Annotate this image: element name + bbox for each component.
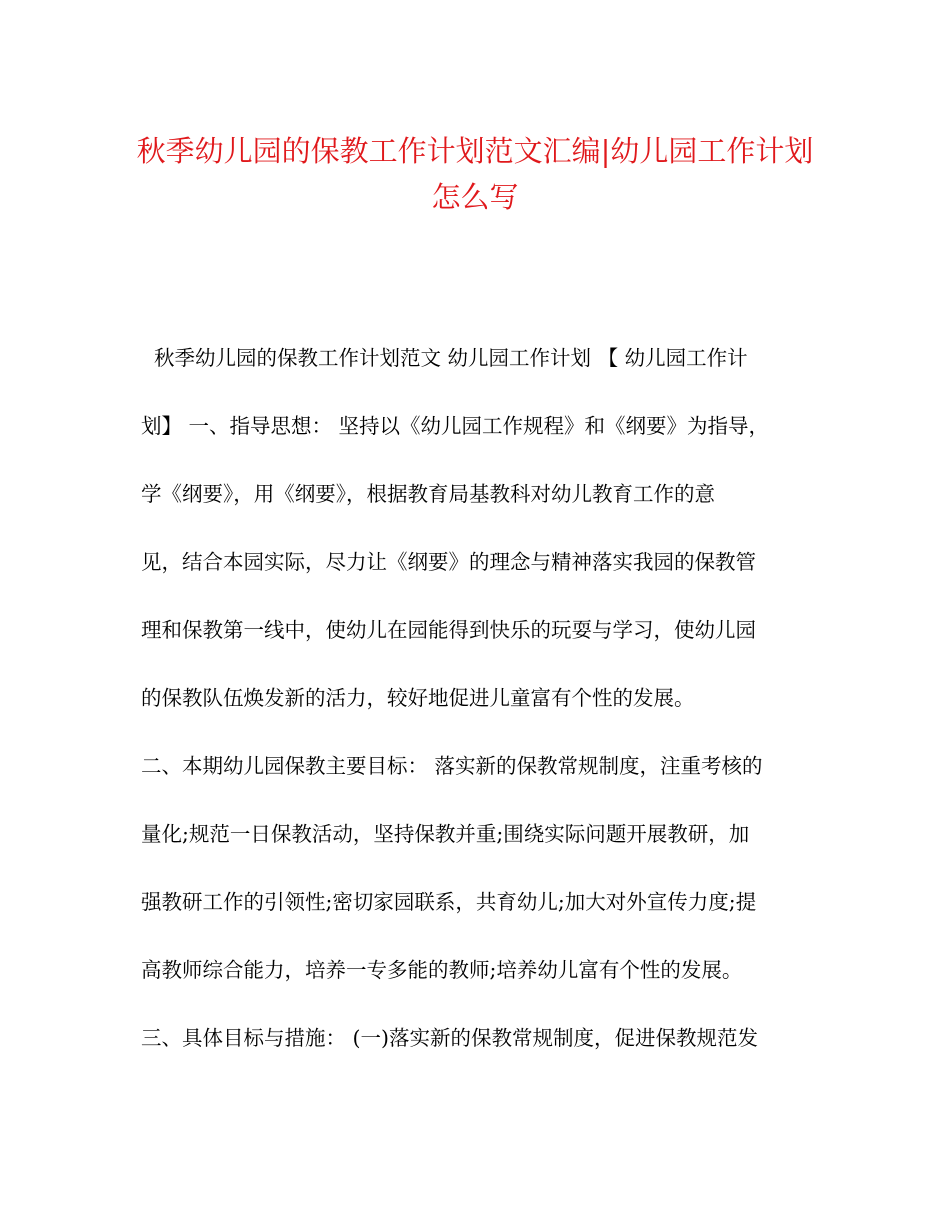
body-line: 强教研工作的引领性;密切家园联系，共育幼儿;加大对外宣传力度;提 [141, 890, 757, 914]
document-body [141, 340, 813, 1088]
body-line: 见，结合本园实际，尽力让《纲要》的理念与精神落实我园的保教管 [141, 550, 756, 574]
body-line: 学《纲要》，用《纲要》，根据教育局基教科对幼儿教育工作的意 [141, 482, 715, 506]
body-line: 高教师综合能力，培养一专多能的教师;培养幼儿富有个性的发展。 [141, 958, 743, 982]
body-line: 划】 一、指导思想： 坚持以《幼儿园工作规程》和《纲要》为指导， [141, 414, 770, 438]
body-line: 二、本期幼儿园保教主要目标： 落实新的保教常规制度，注重考核的 [141, 754, 763, 778]
body-line: 理和保教第一线中，使幼儿在园能得到快乐的玩耍与学习，使幼儿园 [141, 618, 756, 642]
body-line: 的保教队伍焕发新的活力，较好地促进儿童富有个性的发展。 [141, 686, 695, 710]
body-line: 三、具体目标与措施： (一)落实新的保教常规制度，促进保教规范发 [141, 1026, 759, 1050]
document-title [60, 128, 890, 220]
title-line-1: 秋季幼儿园的保教工作计划范文汇编|幼儿园工作计划 [136, 134, 814, 168]
body-line: 量化;规范一日保教活动，坚持保教并重;围绕实际问题开展教研，加 [141, 822, 750, 846]
title-line-2: 怎么写 [431, 180, 519, 214]
body-line: 秋季幼儿园的保教工作计划范文 幼儿园工作计划 【 幼儿园工作计 [141, 346, 748, 370]
